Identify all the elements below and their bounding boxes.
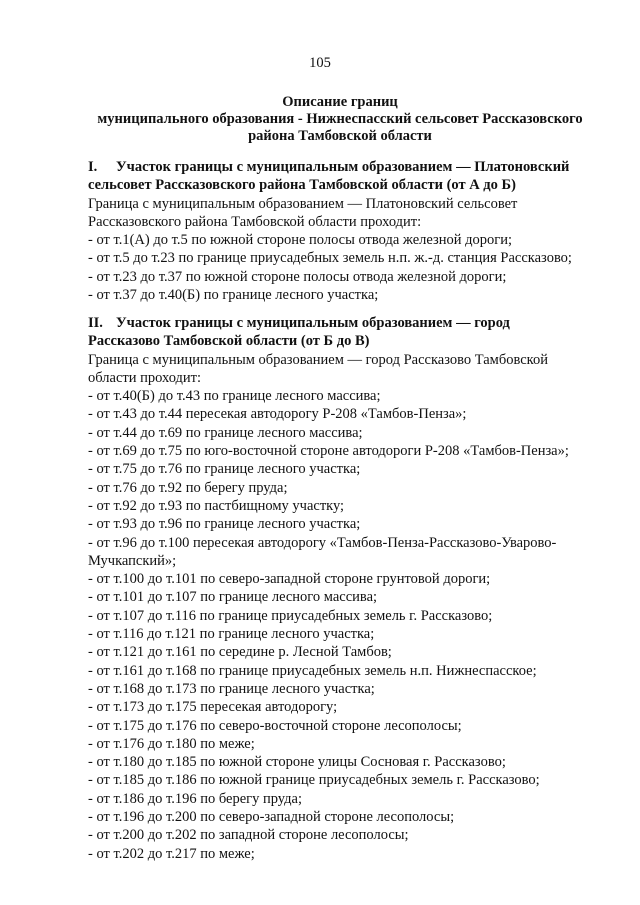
section-heading — [88, 314, 608, 351]
list-item: - от т.5 до т.23 по границе приусадебных земель н.п. ж.-д. станция Рассказово; — [88, 250, 572, 267]
list-item: - от т.176 до т.180 по меже; — [88, 735, 255, 752]
list-item: - от т.23 до т.37 по южной стороне полосы отвода железной дороги; — [88, 268, 507, 285]
document-title — [60, 94, 620, 145]
list-item: - от т.196 до т.200 по северо-западной стороне лесополосы; — [88, 809, 455, 826]
list-item: - от т.69 до т.75 по юго-восточной стороне автодороги Р-208 «Тамбов-Пенза»; — [88, 443, 569, 460]
title-line: муниципального образования - Нижнеспасский сельсовет Рассказовского — [97, 111, 583, 127]
list-item: - от т.168 до т.173 по границе лесного участка; — [88, 680, 375, 697]
boundary-list — [88, 387, 608, 863]
list-item: - от т.173 до т.175 пересекая автодорогу; — [88, 699, 338, 716]
list-item: - от т.180 до т.185 по южной стороне улицы Сосновая г. Рассказово; — [88, 754, 506, 771]
list-item: - от т.107 до т.116 по границе приусадебных земель г. Рассказово; — [88, 607, 493, 624]
section-heading-text: Участок границы с муниципальным образованием — Платоновский сельсовет Рассказовского района Тамбовской области (от А до Б) — [88, 159, 570, 194]
list-item: - от т.200 до т.202 по западной стороне лесополосы; — [88, 827, 409, 844]
list-item: - от т.175 до т.176 по северо-восточной стороне лесополосы; — [88, 717, 462, 734]
list-item: - от т.76 до т.92 по берегу пруда; — [88, 479, 288, 496]
list-item: - от т.93 до т.96 по границе лесного участка; — [88, 516, 361, 533]
title-line: района Тамбовской области — [248, 128, 432, 144]
list-item: - от т.100 до т.101 по северо-западной стороне грунтовой дороги; — [88, 571, 491, 588]
list-item: - от т.92 до т.93 по пастбищному участку; — [88, 497, 345, 514]
section-heading-text: Участок границы с муниципальным образованием — город Рассказово Тамбовской области (от Б до В) — [88, 315, 510, 350]
section-2 — [88, 314, 608, 863]
section-intro: Граница с муниципальным образованием — Платоновский сельсовет Рассказовского района Тамбовской области проходит: — [88, 195, 518, 230]
section-heading — [88, 158, 608, 195]
boundary-list — [88, 231, 608, 304]
section-number: II. — [88, 315, 103, 331]
section-intro: Граница с муниципальным образованием — город Рассказово Тамбовской области проходит: — [88, 351, 548, 386]
list-item: - от т.43 до т.44 пересекая автодорогу Р-208 «Тамбов-Пенза»; — [88, 406, 467, 423]
section-1 — [88, 158, 608, 304]
list-item: - от т.121 до т.161 по середине р. Лесной Тамбов; — [88, 644, 392, 661]
list-item: - от т.37 до т.40(Б) по границе лесного участка; — [88, 287, 379, 304]
list-item: - от т.101 до т.107 по границе лесного массива; — [88, 589, 378, 606]
title-line: Описание границ — [282, 94, 398, 110]
list-item: - от т.1(А) до т.5 по южной стороне полосы отвода железной дороги; — [88, 232, 512, 249]
page-number: 105 — [309, 55, 331, 71]
list-item: - от т.44 до т.69 по границе лесного массива; — [88, 424, 363, 441]
list-item: - от т.161 до т.168 по границе приусадебных земель н.п. Нижнеспасское; — [88, 662, 537, 679]
list-item: - от т.185 до т.186 по южной границе приусадебных земель г. Рассказово; — [88, 772, 540, 789]
section-number: I. — [88, 159, 98, 175]
list-item: - от т.116 до т.121 по границе лесного участка; — [88, 626, 375, 643]
list-item: - от т.40(Б) до т.43 по границе лесного массива; — [88, 388, 381, 405]
list-item: - от т.186 до т.196 по берегу пруда; — [88, 790, 302, 807]
list-item: - от т.202 до т.217 по меже; — [88, 845, 255, 862]
list-item: - от т.96 до т.100 пересекая автодорогу «Тамбов-Пенза-Рассказово-Уварово-Мучкапский»; — [88, 534, 557, 569]
list-item: - от т.75 до т.76 по границе лесного участка; — [88, 461, 361, 478]
